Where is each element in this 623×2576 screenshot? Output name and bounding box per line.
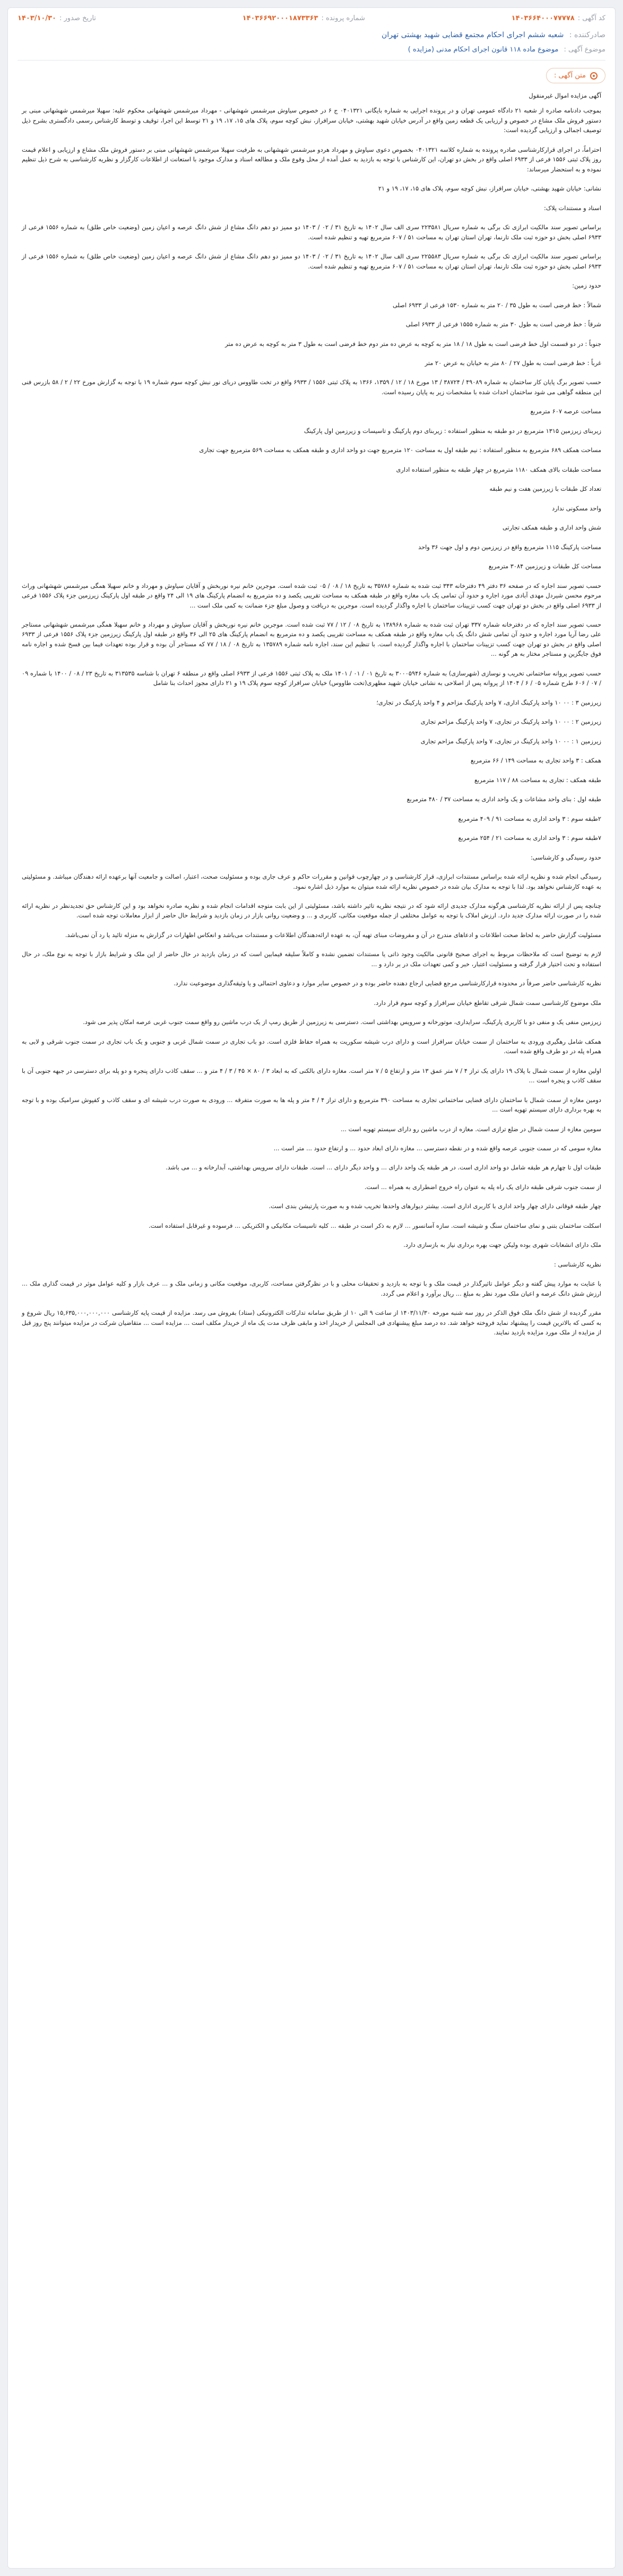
paragraph: شش واحد اداری و طبقه همکف تجارتی [503,524,601,532]
paragraph: طبقات اول تا چهارم هر طبقه شامل دو واحد اداری است. در هر طبقه یک واحد دارای ... و واحد دیگر دارای ... است. طبقات دارای سرویس بهداشتی، آبدارخانه و ... می باشد. [166,1164,601,1172]
paragraph: آگهی مزایده اموال غیرمنقول [529,92,601,99]
paragraph: نظریه کارشناسی حاضر صرفاً در محدوده قرارکارشناسی مرجع قضایی ارجاع دهنده حاضر بوده و در خصوص سایر موارد و دعاوی احتمالی و یا وثیقه‌گذاری موضوعیت ندارد. [174,979,601,987]
paragraph: چنانچه پس از ارائه نظریه کارشناسی هرگونه مدارک جدیدی ارائه شود که در نتیجه نظریه تاثیر داشته باشد، مسئولیتی از این بابت متوجه اقدامات انجام شده و نظریه صادره نخواهد بود و این کارشناس حق تجدیدنظر در نظریه ارائه شده را در صورت ارائه مدارک جدید دارد. ارزش املاک با توجه به عوامل مختلفی از جمله موقعیت مکانی، کاربری و ... و وضعیت روانی بازار در زمان بازدید و شرایط حال حاضر از ابزار معاملات توجه شده است. [22,901,601,920]
paragraph: با عنایت به موارد پیش گفته و دیگر عوامل تاثیرگذار در قیمت ملک و با توجه به بازدید و تحقیقات محلی و با در نظرگرفتن مساحت، کاربری، موقعیت مکانی و زمانی ملک و ... عرف بازار و کلیه عوامل موثر در قیمت گذاری ملک ... ارزش شش دانگ عرصه و اعیان ملک مورد نظر به مبلغ ... ریال برآورد و اعلام می گردد. [22,1280,601,1297]
subject-value: موضوع ماده ۱۱۸ قانون اجرای احکام مدنی (مزایده ) [408,46,559,54]
paragraph: حسب تصویر پروانه ساختمانی تخریب و نوسازی (شهرسازی) به شماره ۳۰۰۰۵۹۴۶ به تاریخ ۰۱ / ۰۱ / ۱۴۰۱ ملک به پلاک ثبتی ۱۵۵۶ فرعی از ۶۹۳۳ اصلی واقع در منطقه ۶ تهران با شناسه ۳۱۳۵۳۵ به تاریخ ۲۳ / ۰۸ / ۱۴۰۰ با شماره ۰۹ / ۰۷ / ۶۰۶ طرح شماره ۰۵ / ۶ / ۱۴۰۴ از پروانه پس از اصلاحی به نشانی خیابان شهید مطهری(تخت طاووس) خیابان سرافراز کوچه سوم پلاک ۱۹ و ۲۱ دارای مجوز احداث بنا شامل [22,669,601,687]
paragraph: غرباً : خط فرضی است به طول ۲۷ / ۸۰ متر به خیابان به عرض ۲۰ متر [425,359,601,367]
paragraph: نظریه کارشناسی : [553,1260,601,1268]
paragraph: حدود زمین: [572,282,601,290]
paragraph: چهار طبقه فوقانی دارای چهار واحد اداری با کاربری اداری است. بیشتر دیوارهای واحدها تخریب شده و به صورت پارتیشن بندی است. [269,1202,601,1210]
issue-date-label: تاریخ صدور : [59,14,96,22]
paragraph: لازم به توضیح است که ملاحظات مربوط به اجرای صحیح قانونی مالکیت وجود ذاتی یا مستندات تضمین نشده و کاملاً سلیقه فیمابین است که در زمان بازدید در حال حاضر از این ملک و شرایط بازار با توجه به نوع ملک، در حال استفاده و تحت اختیار قرار گرفته و مسئولیت اعتبار، خبر و کمی تعهدات ملک در بر دارد و ... [22,950,601,968]
paragraph: احتراماً، در اجرای قرارکارشناسی صادره پرونده به شماره کلاسه ۰۴۰۱۳۲۱ بخصوص دعوی سیاوش و مهرداد هردو میرشمس شهشهانی به طرفیت سهیلا میرشمس شهشهانی مبنی بر دستور فروش ملک مشاع و ارزیابی و اعلام قیمت روز پلاک ثبتی ۱۵۵۶ فرعی از ۶۹۳۳ اصلی واقع در بخش دو تهران، این کارشناس با توجه به بازدید به عمل آمده از محل وقوع ملک و مطالعه اسناد و مدارک موجود با استعانت از اطلاعات کارگزار و نظریه کارشناسی به شرح ذیل تنظیم نموده و به استحضار میرساند: [22,145,601,173]
issue-date [18,14,96,22]
paragraph: حسب تصویر سند اجاره که در دفترخانه شماره ۳۳۷ تهران ثبت شده به شماره ۱۳۸۹۶۸ به تاریخ ۰۸ / ۱۲ / ۷۷ ثبت شده است. موجرین خانم نیره نوربخش و آقایان سیاوش و مهرداد و خانم سهیلا همگی میرشمس شهشهانی مستاجر علی رضا آریا مورد اجاره و حدود آن تمامی شش دانگ یک باب مغازه واقع در طبقه همکف به مساحت تقریبی یکصد و ده مترمربع به انضمام پارکینگ های ۲۵ الی ۳۶ واقع در طبقه اول پارکینگ زیرزمین جزء پلاک ۱۵۵۶ فرعی از ۶۹۳۳ اصلی واقع در بخش دو تهران جهت کسب تزیینات ساختمان با اجاره واگذار گردیده است. با تنظیم این سند، اجاره نامه شماره ۱۳۵۷۸۹ به تاریخ ۰۸ / ۱۸ / ۷۷ که مستاجر آن بوده و قرار بوده تعهدات فیما بین فسخ شده و اجاره نامه فوق جایگزین و مستاجر مختار به هر گونه ... [22,621,601,658]
paragraph: حسب تصویر سند اجاره که در صفحه ۳۶ دفتر ۴۹ دفترخانه ۳۴۳ ثبت شده به شماره ۳۵۷۸۶ به تاریخ ۱۸ / ۰۸ / ۰۵ ثبت شده است. موجرین خانم نیره نوربخش و آقایان سیاوش و مهرداد و خانم سهیلا همگی میرشمس شهشهانی وراث مرحوم محسن شیردل مهدی آبادی مورد اجاره و حدود آن تمامی یک باب مغازه واقع در طبقه همکف به مساحت تقریبی یکصد و ده مترمربع به انضمام پارکینگ های ۱۹ الی ۲۴ واقع در طبقه اول پارکینگ زیرزمین جزء پلاک ۱۵۵۶ فرعی از ۶۹۳۳ اصلی واقع در بخش دو تهران جهت کسب تزیینات ساختمان با اجاره واگذار گردیده است. موجرین به دریافت و وصول مبلغ جزء ضمانت به کمی ملک است ... [22,582,601,609]
paragraph: مساحت همکف ۶۸۹ مترمربع به منظور استفاده : نیم طبقه اول به مساحت ۱۲۰ مترمربع جهت دو واحد اداری و طبقه همکف به مساحت ۵۶۹ مترمربع جهت تجاری [199,446,601,454]
paragraph: ۲طبقه سوم : ۳ واحد اداری به مساحت ۹۱ / ۴۰۹ مترمربع [458,814,601,822]
ad-code [512,14,605,22]
paragraph: همکف : ۳ واحد تجاری به مساحت ۱۴۹ / ۶۶ مترمربع [470,757,601,765]
paragraph: زیربنای زیرزمین ۱۳۱۵ مترمربع در دو طبقه به منظور استفاده : زیربنای دوم پارکینگ و تاسیسات و زیرزمین اول پارکینگ [304,427,601,435]
ad-code-label: کد آگهی : [577,14,605,22]
paragraph: طبقه اول : بنای واحد مشاعات و یک واحد اداری به مساحت ۳۷ / ۴۸۰ مترمربع [406,795,601,803]
issuer-row [8,28,615,42]
subject-label: موضوع آگهی : [564,46,605,54]
paragraph: زیرزمین ۱ : ۰۰ ۱۰ واحد پارکینگ در تجاری، ۷ واحد پارکینگ مزاحم تجاری [420,737,601,745]
ad-text-tab[interactable] [546,68,605,83]
case-number-value: ۱۴۰۳۶۶۹۲۰۰۰۱۸۷۳۳۶۳ [242,14,318,22]
paragraph: ملک موضوع کارشناسی سمت شمال شرقی تقاطع خیابان سرافراز و کوچه سوم قرار دارد. [374,999,601,1007]
paragraph: مقرر گردیده از شش دانگ ملک فوق الذکر در روز سه شنبه مورخه ۱۴۰۳/۱۱/۳۰ از ساعت ۹ الی ۱۰ از طریق سامانه تدارکات الکترونیکی (ستاد) بفروش می رسد. مزایده از قیمت پایه کارشناسی ۱۵,۶۳۵,۰۰۰,۰۰۰,۰۰۰ ریال شروع و به کسی که بالاترین قیمت را پیشنهاد نماید فروخته خواهد شد. ده درصد مبلغ پیشنهادی فی المجلس از خریدار اخذ و مابقی ظرف مدت یک ماه از خریدار مکلف است ... مزایده است ... متقاضیان شرکت در مزایده میتوانند پنج روز قبل از مزایده از ملک مورد مزایده بازدید نمایند. [22,1309,601,1337]
issue-date-value: ۱۴۰۳/۱۰/۳۰ [18,14,56,22]
paragraph: اسکلت ساختمان بتنی و نمای ساختمان سنگ و شیشه است. سازه آسانسور ... لازم به ذکر است در طبقه ... کلیه تاسیسات مکانیکی و الکتریکی ... فرسوده و غیرقابل استفاده است. [148,1221,601,1229]
paragraph: جنوباً : در دو قسمت اول خط فرضی است به طول ۱۸ / ۱۸ متر به کوچه به عرض ده متر دوم خط فرضی است به طول ۳ متر به کوچه به عرض ده متر [225,340,601,348]
paragraph: حدود رسیدگی و کارشناسی: [530,853,601,861]
ad-code-value: ۱۴۰۳۶۶۴۰۰۰۷۷۷۷۸ [511,14,575,22]
issuer-label: صادرکننده : [569,31,605,39]
ad-body [8,89,615,1358]
paragraph: حسب تصویر برگ پایان کار ساختمان به شماره ۴۹۰۸۹ / ۳۸۷۲۴ / ۱۳ مورخ ۱۸ / ۱۲ / ۱۳۵۹، ۱۳۶۶ به پلاک ثبتی ۱۵۵۶ / ۶۹۳۳ واقع در تخت طاووس دریای نور نبش کوچه سوم شماره ۱۹ با توجه به گزارش مورخ ۲۲ / ۲ / ۵۸ بازرس فنی این منطقه گواهی می شود ساختمان احداث شده با مشخصات زیر به پایان رسیده است. [22,378,601,396]
paragraph: شمالاً : خط فرضی است به طول ۳۵ / ۲۰ متر به شماره ۱۵۳۰ فرعی از ۶۹۳۳ اصلی [393,301,601,309]
paragraph: ۷طبقه سوم : ۳ واحد اداری به مساحت ۲۱ / ۲۵۴ مترمربع [458,834,601,842]
info-icon [590,72,598,80]
paragraph: براساس تصویر سند مالکیت ابرازی تک برگی به شماره سریال ۲۲۳۵۸۱ سری الف سال ۱۴۰۲ به تاریخ ۳۱ / ۰۲ / ۱۴۰۳ دو ممیز دو دهم دانگ مشاع از شش دانگ عرصه و اعیان زمین (وضعیت خاص طلق) به شماره ۱۵۵۶ فرعی از ۶۹۳۳ اصلی بخش دو حوزه ثبت ملک تارنما، تهران استان تهران به مساحت ۵۱ / ۶۰۷ مترمربع تهیه و تنظیم شده است. [22,223,601,241]
paragraph: زیرزمین ۳ : ۰۰ ۱۰ واحد پارکینگ اداری، ۷ واحد پارکینگ مزاحم و ۴ واحد پارکینگ در تجاری؛ [376,698,601,706]
paragraph: رسیدگی انجام شده و نظریه ارائه شده براساس مستندات ابرازی، قرار کارشناسی و در چهارچوب قوانین و مقررات حاکم و عرف جاری بوده و مسئولیت صحت، اعتبار، اصالت و جامعیت آنها برعهده ارائه دهندگان میباشد. و مسئولیتی به عهده کارشناس نخواهد بود. لذا با توجه به مدارک بیان شده در خصوص نظریه ارائه شده میتوان به موارد ذیل اشاره نمود. [22,873,601,890]
paragraph: ملک دارای انشعابات شهری بوده ولیکن جهت بهره برداری نیاز به بازسازی دارد. [403,1241,601,1249]
paragraph: مساحت عرصه ۶۰۷ مترمربع [530,407,601,415]
paragraph: شرقاً : خط فرضی است به طول ۳۰ متر به شماره ۱۵۵۵ فرعی از ۶۹۳۳ اصلی [405,320,601,328]
paragraph: سومین مغازه از سمت شمال در ضلع ترازی است. مغازه از درب ماشین رو دارای سیستم تهویه است ... [341,1125,601,1133]
paragraph: مساحت پارکینگ ۱۱۱۵ مترمربع واقع در زیرزمین دوم و اول جهت ۳۶ واحد [418,543,601,551]
paragraph: مساحت طبقات بالای همکف ۱۱۸۰ مترمربع در چهار طبقه به منظور استفاده اداری [396,465,601,473]
paragraph: نشانی: خیابان شهید بهشتی، خیابان سرافراز، نبش کوچه سوم، پلاک های ۱۵، ۱۷، ۱۹ و ۲۱ [378,185,601,193]
paragraph: بموجب دادنامه صادره از شعبه ۲۱ دادگاه عمومی تهران و در پرونده اجرایی به شماره بایگانی ۰۴۰۱۳۲۱ ج ۶ در خصوص سیاوش میرشمس شهشهانی - مهرداد میرشمس شهشهانی محکوم علیه: سهیلا میرشمس شهشهانی مبنی بر دستور فروش ملک مشاع در خصوص و ارزیابی یک قطعه زمین واقع در آدرس خیابان شهید بهشتی، خیابان سرافراز، نبش کوچه سوم، پلاک های ۱۵، ۱۷، ۱۹ و ۲۱ توسط این اجرا، توقیف و توسط کارشناس رسمی دادگستری بشرح ذیل توصیف اجمالی و ارزیابی گردیده است: [22,107,601,134]
paragraph: از سمت جنوب شرقی طبقه دارای یک راه پله به عنوان راه خروج اضطراری به همراه ... است. [364,1183,601,1191]
paragraph: براساس تصویر سند مالکیت ابرازی تک برگی به شماره سریال ۲۲۵۵۸۳ سری الف سال ۱۴۰۲ به تاریخ ۳۱ / ۰۲ / ۱۴۰۳ دو ممیز دو دهم دانگ مشاع از شش دانگ عرصه و اعیان زمین (وضعیت خاص طلق) به شماره ۱۵۵۶ فرعی از ۶۹۳۳ اصلی بخش دو حوزه ثبت ملک تارنما، تهران استان تهران به مساحت ۵۱ / ۶۰۷ مترمربع تهیه و تنظیم شده است. [22,253,601,270]
issuer-value: شعبه ششم اجرای احکام مجتمع قضایی شهید بهشتی تهران [382,31,564,39]
meta-row [8,8,615,28]
subject-row [8,42,615,60]
ad-card [7,7,616,2569]
paragraph: اولین مغازه از سمت شمال با پلاک ۱۹ دارای یک تراز ۴ / ۷ متر عمق ۱۳ متر و ارتفاع ۵ / ۷ متر است. مغازه دارای بالکنی که به ابعاد ۳ / ۸۰ × ۴۵ / ۳ / ۴ متر و ... سقف کاذب دارای پنجره و دو پله برای دسترسی در جبهه جنوبی آن با سقف کاذب و پنجره است ... [22,1066,601,1085]
paragraph: مساحت کل طبقات و زیرزمین ۳۰۸۴ مترمربع [488,562,601,570]
paragraph: زیرزمین منفی یک و منفی دو با کاربری پارکینگ، سرایداری، موتورخانه و سرویس بهداشتی است. دسترسی به زیرزمین از طریق رمپ از یک درب ماشین رو واقع سمت جنوب غربی عرصه امکان پذیر می شود. [83,1018,601,1026]
paragraph: اسناد و مستندات پلاک: [543,204,601,212]
paragraph: واحد مسکونی ندارد [552,504,601,512]
paragraph: دومین مغازه از سمت شمال با ساختمان دارای فضایی ساختمانی تجاری به مساحت ۳۹۰ مترمربع و دارای تراز ۴ / ۴ متر و پله ها به صورت متفرقه ... ورودی به صورت درب شیشه ای و سقف کاذب و کفپوش سرامیک بوده و با توجه به بهره برداری دارای سیستم تهویه است ... [22,1096,602,1114]
case-number-label: شماره پرونده : [321,14,365,22]
case-number [243,14,365,22]
paragraph: طبقه همکف : تجاری به مساحت ۸۸ / ۱۱۷ مترمربع [474,776,601,784]
paragraph: مغازه سومی که در سمت جنوبی عرصه واقع شده و در نقطه دسترسی ... مغازه دارای ابعاد حدود ... و ارتفاع حدود ... متر است ... [273,1144,601,1152]
paragraph: همکف شامل رهگیری ورودی به ساختمان از سمت خیابان سرافراز است و دارای درب شیشه سکوریت به همراه حفاظ فلزی است. دو باب تجاری در سمت شمال غربی و جنوبی و یک باب تجاری در سمت جنوب شرقی و لابی به همراه پله در دو طرف واقع شده است. [22,1037,601,1055]
paragraph: مسئولیت گزارش حاضر به لحاظ صحت اطلاعات و ادعاهای مندرج در آن و مفروضات مبنای تهیه آن، به عهده ارائه‌دهندگان اطلاعات و مستندات می‌باشد و انعکاس اظهارات در گزارش به منزله تائید یا رد آن نمی‌باشد. [65,931,601,939]
paragraph: زیرزمین ۲ : ۰۰ ۱۰ واحد پارکینگ در تجاری، ۷ واحد پارکینگ مزاحم تجاری [420,718,601,726]
ad-text-tab-label: متن آگهی : [553,72,586,80]
paragraph: تعداد کل طبقات با زیرزمین هفت و نیم طبقه [489,485,601,493]
